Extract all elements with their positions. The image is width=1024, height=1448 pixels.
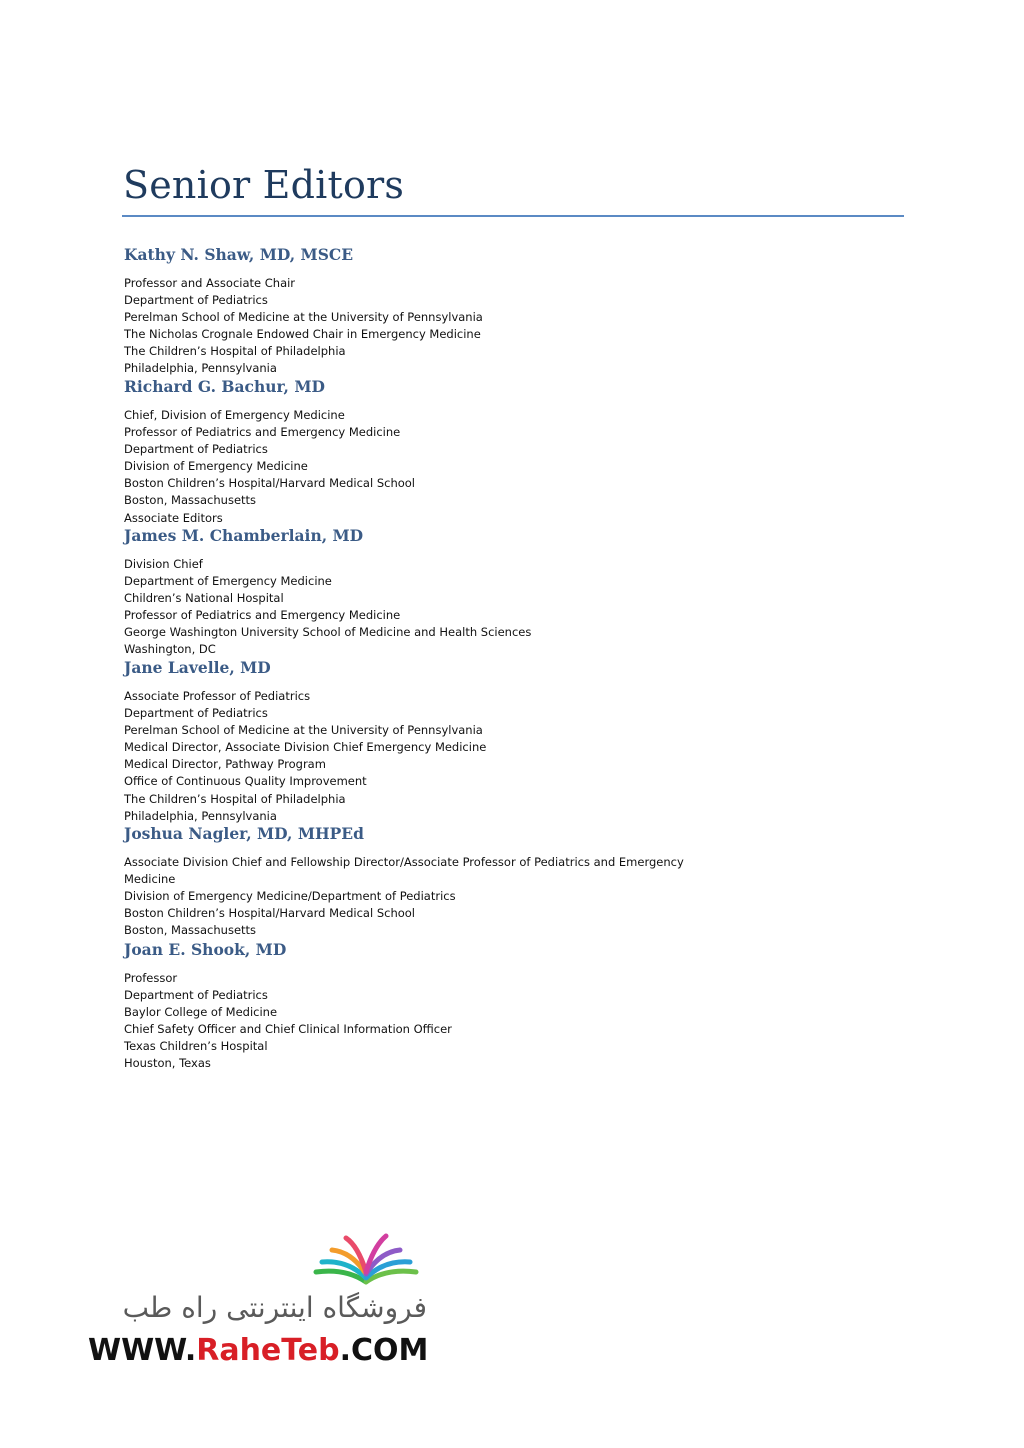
editor-name: Joan E. Shook, MD	[124, 940, 287, 959]
page-title: Senior Editors	[123, 163, 405, 207]
editor-affiliations	[124, 556, 824, 659]
watermark-persian-text: فروشگاه اینترنتی راه طب	[122, 1291, 427, 1324]
affiliation-line: Associate Professor of Pediatrics	[124, 689, 311, 703]
affiliation-line: Professor of Pediatrics and Emergency Medicine	[124, 608, 401, 623]
affiliation-line: Boston Children’s Hospital/Harvard Medical School	[124, 906, 415, 921]
affiliation-line: Professor of Pediatrics and Emergency Medicine	[124, 425, 401, 440]
affiliation-line: Boston Children’s Hospital/Harvard Medical School	[124, 476, 415, 491]
editor-name: James M. Chamberlain, MD	[124, 526, 364, 545]
editor-affiliations	[124, 854, 824, 939]
affiliation-line: Department of Pediatrics	[124, 706, 268, 721]
url-brand: RaheTeb	[196, 1333, 340, 1368]
affiliation-line: Washington, DC	[124, 642, 216, 657]
url-suffix: .COM	[339, 1333, 429, 1368]
editor-name: Richard G. Bachur, MD	[124, 377, 325, 396]
affiliation-line: Houston, Texas	[124, 1056, 211, 1071]
affiliation-line: Division of Emergency Medicine	[124, 459, 308, 474]
affiliation-line: Department of Pediatrics	[124, 442, 268, 457]
affiliation-line: The Children’s Hospital of Philadelphia	[124, 791, 346, 806]
affiliation-line: Professor	[124, 971, 178, 985]
affiliation-line: The Nicholas Crognale Endowed Chair in Emergency Medicine	[124, 327, 481, 342]
affiliation-line: Baylor College of Medicine	[124, 1005, 278, 1020]
editor-entry	[124, 244, 824, 378]
affiliation-line: Texas Children’s Hospital	[124, 1039, 268, 1054]
editor-entry	[124, 939, 824, 1073]
open-book-rainbow-icon	[306, 1228, 426, 1286]
affiliation-line: Department of Pediatrics	[124, 293, 268, 308]
affiliation-line: Philadelphia, Pennsylvania	[124, 808, 277, 823]
affiliation-line: Division Chief	[124, 557, 203, 571]
affiliation-line: Medical Director, Associate Division Chief Emergency Medicine	[124, 740, 487, 755]
watermark	[82, 1228, 442, 1378]
affiliation-line: George Washington University School of Medicine and Health Sciences	[124, 625, 532, 640]
affiliation-line: Department of Emergency Medicine	[124, 574, 332, 589]
affiliation-line: Philadelphia, Pennsylvania	[124, 361, 277, 376]
affiliation-line: Children’s National Hospital	[124, 591, 284, 606]
editor-affiliations	[124, 970, 824, 1073]
affiliation-line: Boston, Massachusetts	[124, 493, 257, 508]
editor-affiliations	[124, 275, 824, 378]
affiliation-line: Perelman School of Medicine at the University of Pennsylvania	[124, 723, 483, 738]
editor-entry	[124, 657, 824, 825]
watermark-url	[88, 1332, 428, 1370]
affiliation-line: The Children’s Hospital of Philadelphia	[124, 344, 346, 359]
editor-name: Kathy N. Shaw, MD, MSCE	[124, 245, 354, 264]
editor-entry	[124, 525, 824, 659]
editor-name: Jane Lavelle, MD	[124, 658, 271, 677]
editor-affiliations	[124, 688, 824, 825]
title-divider	[122, 215, 904, 217]
affiliation-line: Department of Pediatrics	[124, 988, 268, 1003]
affiliation-line: Office of Continuous Quality Improvement	[124, 774, 367, 789]
affiliation-line: Medical Director, Pathway Program	[124, 757, 326, 772]
editor-affiliations	[124, 407, 824, 527]
affiliation-line: Associate Division Chief and Fellowship Director/Associate Professor of Pediatrics and Emergency Medicine	[124, 855, 684, 887]
affiliation-line: Chief, Division of Emergency Medicine	[124, 408, 345, 422]
editor-entry	[124, 376, 824, 527]
affiliation-line: Associate Editors	[124, 510, 223, 525]
affiliation-line: Boston, Massachusetts	[124, 923, 257, 938]
affiliation-line: Perelman School of Medicine at the University of Pennsylvania	[124, 310, 483, 325]
affiliation-line: Division of Emergency Medicine/Department of Pediatrics	[124, 889, 456, 904]
url-prefix: WWW.	[88, 1333, 197, 1368]
editor-name: Joshua Nagler, MD, MHPEd	[124, 824, 364, 843]
affiliation-line: Professor and Associate Chair	[124, 276, 296, 290]
affiliation-line: Chief Safety Officer and Chief Clinical Information Officer	[124, 1022, 452, 1037]
editor-entry	[124, 823, 824, 939]
